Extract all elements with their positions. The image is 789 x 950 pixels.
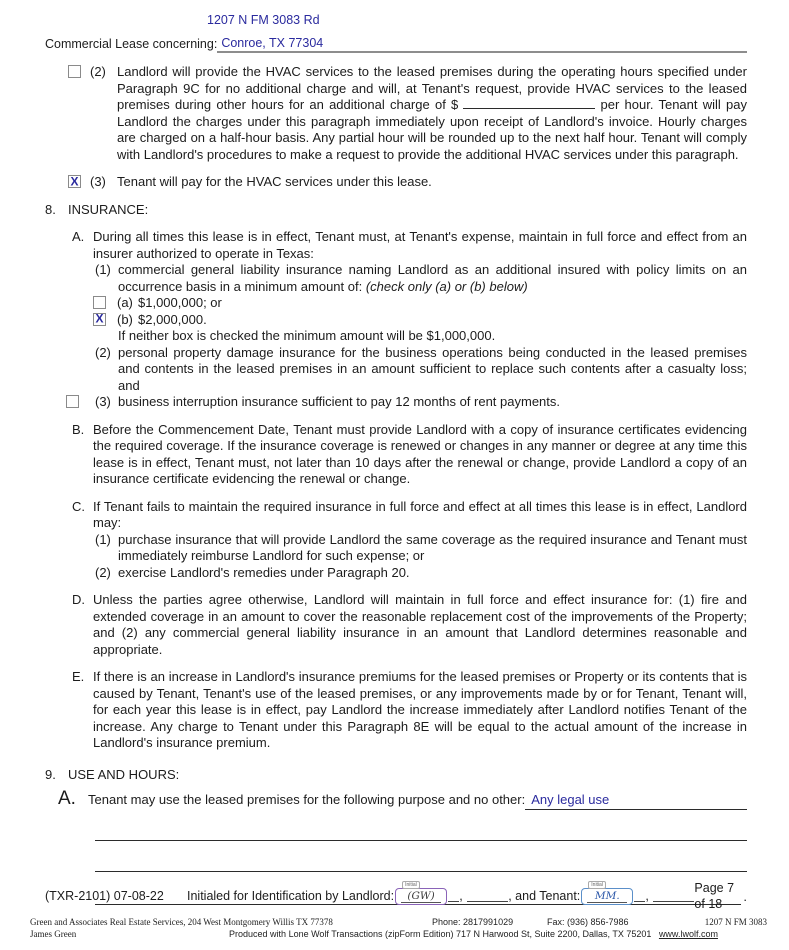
clause-8a3 <box>45 394 747 411</box>
clause-8c2 <box>45 565 747 582</box>
tenant-initial-box <box>581 888 633 905</box>
clause-letter: A. <box>72 229 85 244</box>
produced-with-text: Produced with Lone Wolf Transactions (zipForm Edition) 717 N Harwood St, Suite 2200, Dallas, TX 75201 <box>229 929 652 939</box>
checkbox-amount-2m-checked[interactable] <box>93 313 106 326</box>
clause-hvac-option-2 <box>45 64 747 163</box>
clause-text: personal property damage insurance for the business operations being conducted in the leased premises and contents in the leased premises in an amount sufficient to replace such contents after a casualty loss; and <box>118 344 747 393</box>
clause-hvac-option-3 <box>45 174 747 191</box>
clause-8a1-note: If neither box is checked the minimum amount will be $1,000,000. <box>118 328 496 343</box>
clause-text: per hour. Tenant will pay Landlord the charges under this paragraph immediately upon receipt of Landlord's invoice. Hourly charges are charged on a half-hour basis. Any partial hour will be rounded up to the next half hour. Tenant will comply with Landlord's procedures to make a request to provide the additional HVAC services under this paragraph. <box>117 97 747 162</box>
lease-concerning-label: Commercial Lease concerning: <box>45 36 218 51</box>
use-purpose-field[interactable]: Any legal use <box>525 792 747 810</box>
agent-name: James Green <box>30 929 77 939</box>
clause-number: (3) <box>90 174 106 189</box>
fill-in-line[interactable] <box>95 827 747 841</box>
broker-phone: Phone: 2817991029 <box>432 917 514 927</box>
comma: , <box>645 889 649 903</box>
initial-tab-label: Initial <box>402 881 420 889</box>
clause-8a2 <box>45 345 747 395</box>
section-title: INSURANCE: <box>68 201 149 217</box>
clause-text: During all times this lease is in effect, Tenant must, at Tenant's expense, maintain in full force and effect from an insurer authorized to operate in Texas: <box>93 229 747 261</box>
section-title: USE AND HOURS: <box>68 766 180 782</box>
landlord-initial-blank-2[interactable] <box>467 890 509 902</box>
clause-text: purchase insurance that will provide Landlord the same coverage as the required insurance and Tenant must immediately reimburse Landlord for such expense; or <box>118 531 747 563</box>
clause-number: (3) <box>95 394 111 409</box>
comma: , <box>459 889 463 903</box>
section-8-insurance-heading <box>45 202 747 219</box>
tenant-initials-signature: MM. <box>587 890 627 903</box>
and-tenant-label: , and Tenant: <box>508 889 581 903</box>
checkbox-hvac-option-3-checked[interactable] <box>68 175 81 188</box>
clause-number: (1) <box>95 531 111 547</box>
clause-text: $2,000,000. <box>138 311 207 327</box>
hvac-charge-amount-field[interactable] <box>463 97 595 109</box>
clause-9a <box>45 789 747 810</box>
property-address-field[interactable]: Conroe, TX 77304 <box>217 35 747 54</box>
clause-8a <box>45 229 747 262</box>
blank-line-1 <box>95 827 747 841</box>
checkbox-x-mark: X <box>95 311 104 326</box>
document-reference: 1207 N FM 3083 <box>704 917 767 927</box>
clause-text: business interruption insurance sufficient to pay 12 months of rent payments. <box>118 394 561 409</box>
clause-text: Unless the parties agree otherwise, Landlord will maintain in full force and effect insurance for: (1) fire and extended coverage in an amount to cover the reasonable replacement cost of the improvements of the Property; and (2) any commercial general liability insurance in an amount that Landlord determines reasonable and appropriate. <box>93 592 747 657</box>
clause-8c1 <box>45 532 747 565</box>
clause-number: (2) <box>95 344 111 360</box>
fill-in-line[interactable] <box>95 858 747 872</box>
landlord-initial-box <box>395 888 447 905</box>
clause-letter: E. <box>72 669 85 684</box>
clause-letter: D. <box>72 592 85 607</box>
clause-8e <box>45 669 747 752</box>
section-9-use-hours-heading <box>45 767 747 784</box>
lwolf-link[interactable]: www.lwolf.com <box>658 929 718 939</box>
landlord-initials-field[interactable] <box>395 882 447 905</box>
tenant-initials-field[interactable] <box>581 882 633 905</box>
clause-number: (2) <box>95 564 111 580</box>
clause-text: $1,000,000; or <box>138 295 222 310</box>
clause-letter: C. <box>72 498 85 514</box>
clause-text: Tenant may use the leased premises for the following purpose and no other: <box>88 792 526 807</box>
document-header <box>45 35 747 54</box>
page-number: Page 7 of 18 <box>694 881 735 911</box>
clause-8a1 <box>45 262 747 295</box>
clause-number: (2) <box>90 64 106 79</box>
landlord-initials-signature: (GW) <box>401 890 441 903</box>
landlord-initial-blank[interactable] <box>448 890 459 902</box>
trailing-period: . <box>743 888 747 904</box>
property-address-line1: 1207 N FM 3083 Rd <box>207 13 320 27</box>
clause-instruction-italic: (check only (a) or (b) below) <box>365 278 528 294</box>
clause-8b <box>45 422 747 488</box>
checkbox-amount-1m[interactable] <box>93 296 106 309</box>
clause-letter-large: A. <box>58 788 76 809</box>
broker-company: Green and Associates Real Estate Services, 204 West Montgomery Willis TX 77378 <box>30 917 333 927</box>
blank-line-2 <box>95 858 747 872</box>
produced-fine-print-row <box>30 929 767 940</box>
section-number: 8. <box>45 201 56 217</box>
initial-tab-label: Initial <box>588 881 606 889</box>
clause-8a1b <box>45 312 747 329</box>
clause-text: exercise Landlord's remedies under Paragraph 20. <box>118 564 410 580</box>
checkbox-hvac-option-2[interactable] <box>68 65 81 78</box>
clause-number: (1) <box>95 262 111 277</box>
clause-text: Tenant will pay for the HVAC services under this lease. <box>117 174 432 189</box>
section-number: 9. <box>45 766 56 782</box>
checkbox-business-interruption[interactable] <box>66 395 79 408</box>
clause-letter: (a) <box>117 295 133 310</box>
form-code: (TXR-2101) 07-08-22 <box>45 889 164 903</box>
clause-8d <box>45 592 747 658</box>
broker-fax: Fax: (936) 856-7986 <box>547 917 629 927</box>
broker-fine-print-row <box>30 917 767 928</box>
checkbox-x-mark: X <box>70 174 79 188</box>
clause-8a1a <box>45 295 747 312</box>
page-footer <box>45 880 747 912</box>
tenant-initial-blank-2[interactable] <box>653 890 695 902</box>
clause-8c <box>45 499 747 532</box>
initialed-label: Initialed for Identification by Landlord: <box>187 889 395 903</box>
clause-text: Before the Commencement Date, Tenant must provide Landlord with a copy of insurance certificates evidencing the required coverage. If the insurance coverage is renewed or changes in any manner or degree at any time this lease is in effect, Tenant must, not later than 10 days after the renewal or change, provide Landlord a copy of an insurance certificate evidencing the renewal or change. <box>93 421 747 486</box>
clause-text: If Tenant fails to maintain the required insurance in full force and effect at all times this lease is in effect, Landlord may: <box>93 498 747 530</box>
clause-letter: B. <box>72 421 85 437</box>
clause-letter: (b) <box>117 311 133 327</box>
clause-text: If there is an increase in Landlord's insurance premiums for the leased premises or Property or its contents that is caused by Tenant, Tenant's use of the leased premises, or any improvements made by or for Tenant, Tenant will, for each year this lease is in effect, pay Landlord the increase immediately after Landlord notifies Tenant of the increase. Any charge to Tenant under this Paragraph 8E will be equal to the actual amount of the increase in Landlord's insurance premium. <box>93 669 747 750</box>
clause-text: commercial general liability insurance naming Landlord as an additional insured with policy limits on an occurrence basis in a minimum amount of: <box>118 262 747 294</box>
tenant-initial-blank[interactable] <box>634 890 645 902</box>
clause-text: Landlord will provide the HVAC services to the leased premises during the operating hours specified under Paragraph 9C for no additional charge and will, at Tenant's request, provide HVAC services to the leased premises during other hours for an additional charge of $ <box>117 64 747 112</box>
